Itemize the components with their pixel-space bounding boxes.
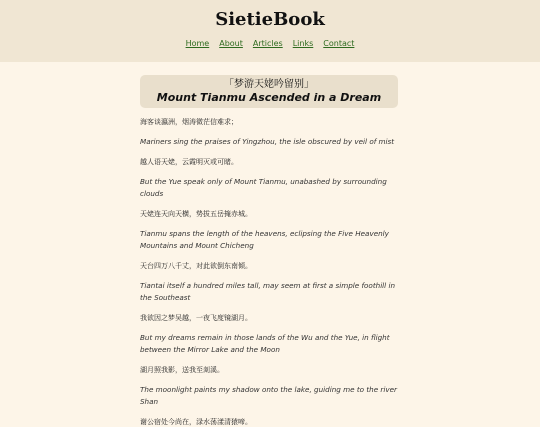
article-title-chinese: 「梦游天姥吟留别」 [224, 79, 314, 90]
poem-line-translation: But my dreams remain in those lands of the Wu and the Yue, in flight between the Mirror Lake and the Moon [140, 333, 390, 354]
main-nav [0, 39, 540, 48]
site-title[interactable]: SietieBook [215, 9, 325, 30]
article-title-english: Mount Tianmu Ascended in a Dream [156, 91, 382, 104]
site-header [0, 0, 540, 62]
poem-line-translation: Mariners sing the praises of Yingzhou, the isle obscured by veil of mist [140, 137, 395, 146]
poem-line-translation: Tianmu spans the length of the heavens, eclipsing the Five Heavenly Mountains and Mount Chicheng [140, 229, 389, 250]
poem-line-chinese: 天姥连天向天横，势拔五岳掩赤城。 [140, 210, 252, 218]
nav-home-link[interactable]: Home [185, 39, 210, 48]
poem-line-chinese: 海客谈瀛洲，烟涛微茫信难求； [140, 118, 238, 126]
poem-line-translation: The moonlight paints my shadow onto the lake, guiding me to the river Shan [140, 385, 397, 406]
article-content [140, 75, 400, 427]
poem-line-chinese: 湖月照我影，送我至剡溪。 [140, 366, 224, 374]
poem-line-chinese: 谢公宿处今尚在，渌水荡漾清猿啼。 [140, 418, 252, 426]
nav-contact-link[interactable]: Contact [323, 39, 355, 48]
poem-line-chinese: 天台四万八千丈，对此欲倒东南倾。 [140, 262, 252, 270]
nav-about-link[interactable]: About [219, 39, 243, 48]
nav-articles-link[interactable]: Articles [252, 39, 283, 48]
article-title-box [140, 75, 398, 108]
poem-line-translation: Tiantai itself a hundred miles tall, may seem at first a simple foothill in the Southeast [140, 281, 396, 302]
poem-line-translation: But the Yue speak only of Mount Tianmu, unabashed by surrounding clouds [140, 177, 387, 198]
nav-links-link[interactable]: Links [292, 39, 314, 48]
poem-line-chinese: 我欲因之梦吴越，一夜飞度镜湖月。 [140, 314, 252, 322]
poem-line-chinese: 越人语天姥，云霞明灭或可睹。 [140, 158, 238, 166]
poem-body [140, 117, 400, 427]
